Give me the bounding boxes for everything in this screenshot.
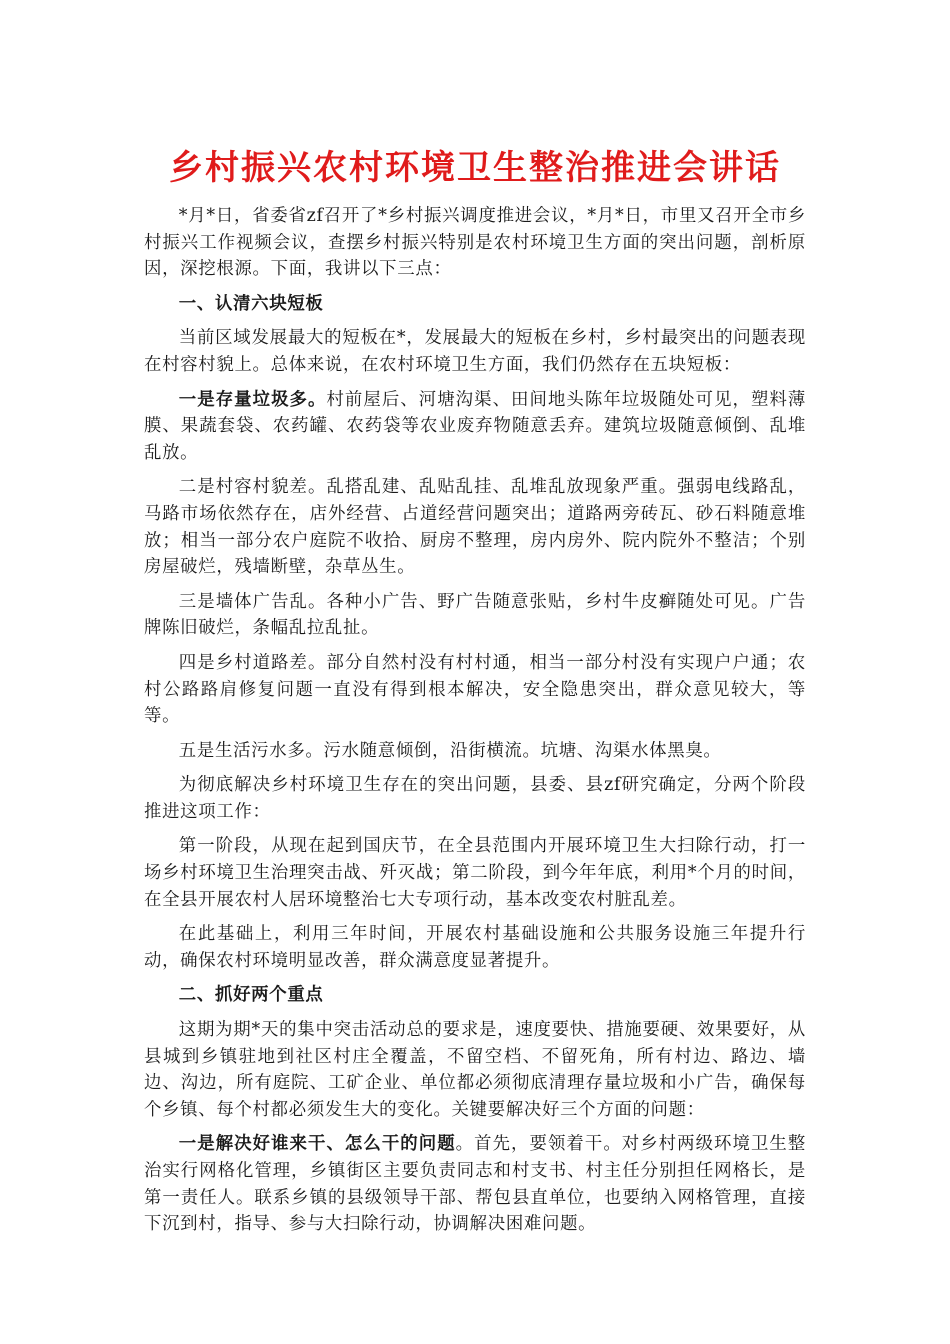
paragraph-text: 村前屋后、河塘沟渠、田间地头陈年垃圾随处可见，塑料薄膜、果蔬套袋、农药罐、农药袋等农业废弃物随意丢弃。建筑垃圾随意倾倒、乱堆乱放。 bbox=[144, 389, 807, 463]
paragraph-lead: 一是存量垃圾多。 bbox=[178, 389, 327, 410]
paragraph-lead: 一是解决好谁来干、怎么干的问题 bbox=[178, 1134, 456, 1155]
body-paragraph: 为彻底解决乡村环境卫生存在的突出问题，县委、县zf研究确定，分两个阶段推进这项工作： bbox=[144, 775, 806, 822]
body-paragraph bbox=[144, 1131, 806, 1237]
document-title: 乡村振兴农村环境卫生整治推进会讲话 bbox=[169, 148, 781, 188]
body-paragraph bbox=[144, 387, 806, 467]
section-heading: 二、抓好两个重点 bbox=[178, 985, 324, 1006]
section-heading: 一、认清六块短板 bbox=[178, 293, 324, 314]
body-paragraph: *月*日，省委省zf召开了*乡村振兴调度推进会议，*月*日，市里又召开全市乡村振兴工作视频会议，查摆乡村振兴特别是农村环境卫生方面的突出问题，剖析原因，深挖根源。下面，我讲以下三点： bbox=[144, 206, 806, 280]
body-paragraph: 这期为期*天的集中突击活动总的要求是，速度要快、措施要硬、效果要好，从县城到乡镇驻地到社区村庄全覆盖，不留空档、不留死角，所有村边、路边、墙边、沟边，所有庭院、工矿企业、单位都必须彻底清理存量垃圾和小广告，确保每个乡镇、每个村都必须发生大的变化。关键要解决好三个方面的问题： bbox=[144, 1020, 806, 1120]
body-paragraph: 在此基础上，利用三年时间，开展农村基础设施和公共服务设施三年提升行动，确保农村环境明显改善，群众满意度显著提升。 bbox=[144, 924, 806, 971]
body-paragraph: 二是村容村貌差。乱搭乱建、乱贴乱挂、乱堆乱放现象严重。强弱电线路乱，马路市场依然存在，店外经营、占道经营问题突出；道路两旁砖瓦、砂石料随意堆放；相当一部分农户庭院不收拾、厨房不整理，房内房外、院内院外不整洁；个别房屋破烂，残墙断壁，杂草丛生。 bbox=[144, 477, 806, 578]
document-page bbox=[144, 130, 806, 1246]
paragraph-text: 。首先，要领着干。对乡村两级环境卫生整治实行网格化管理，乡镇街区主要负责同志和村支书、村主任分别担任网格长，是第一责任人。联系乡镇的县级领导干部、帮包县直单位，也要纳入网格管理，直接下沉到村，指导、参与大扫除行动，协调解决困难问题。 bbox=[144, 1134, 806, 1235]
document-body bbox=[144, 203, 806, 1238]
body-paragraph: 三是墙体广告乱。各种小广告、野广告随意张贴，乡村牛皮癣随处可见。广告牌陈旧破烂，条幅乱拉乱扯。 bbox=[144, 591, 806, 639]
body-paragraph: 四是乡村道路差。部分自然村没有村村通，相当一部分村没有实现户户通；农村公路路肩修复问题一直没有得到根本解决，安全隐患突出，群众意见较大，等等。 bbox=[144, 652, 806, 727]
body-paragraph: 第一阶段，从现在起到国庆节，在全县范围内开展环境卫生大扫除行动，打一场乡村环境卫生治理突击战、歼灭战；第二阶段，到今年年底，利用*个月的时间，在全县开展农村人居环境整治七大专项行动，基本改变农村脏乱差。 bbox=[144, 836, 806, 910]
body-paragraph: 当前区域发展最大的短板在*，发展最大的短板在乡村，乡村最突出的问题表现在村容村貌上。总体来说，在农村环境卫生方面，我们仍然存在五块短板： bbox=[144, 328, 806, 375]
body-paragraph: 五是生活污水多。污水随意倾倒，沿街横流。坑塘、沟渠水体黑臭。 bbox=[178, 740, 722, 761]
